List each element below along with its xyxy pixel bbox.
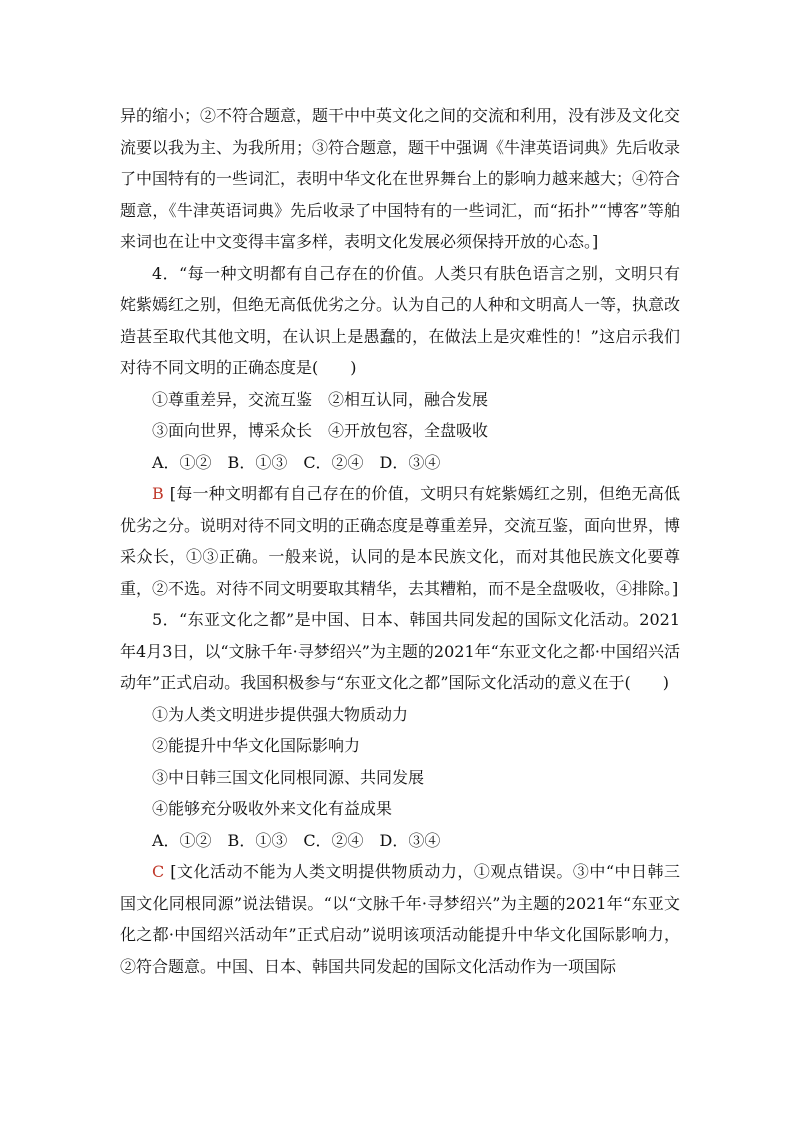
- question-5-solution: [120, 856, 680, 982]
- question-5-stem: 5．“东亚文化之都”是中国、日本、韩国共同发起的国际文化活动。2021年4月3日，以“文脉千年·寻梦绍兴”为主题的2021年“东亚文化之都·中国绍兴活动年”正式启动。我国积极参与“东亚文化之都”国际文化活动的意义在于( ): [120, 610, 680, 692]
- question-4-stem: 4．“每一种文明都有自己存在的价值。人类只有肤色语言之别，文明只有姹紫嫣红之别，但绝无高低优劣之分。认为自己的人种和文明高人一等，执意改造甚至取代其他文明，在认识上是愚蠢的，在做法上是灾难性的！”这启示我们对待不同文明的正确态度是( ): [120, 263, 681, 377]
- question-5-choices: A．①② B．①③ C．②④ D．③④: [152, 830, 441, 850]
- question-4-solution: [120, 478, 680, 604]
- question-4-choices: A．①② B．①③ C．②④ D．③④: [152, 452, 441, 472]
- question-5-option-3: ③中日韩三国文化同根同源、共同发展: [152, 767, 425, 787]
- question-4-answer: B: [152, 484, 164, 503]
- question-5-explanation: [文化活动不能为人类文明提供物质动力，①观点错误。③中“中日韩三国文化同根同源”说法错误。“以“文脉千年·寻梦绍兴”为主题的2021年“东亚文化之都·中国绍兴活动年”正式启动”说明该项活动能提升中华文化国际影响力，②符合题意。中国、日本、韩国共同发起的国际文化活动作为一项国际: [120, 862, 680, 976]
- question-5-option-4: ④能够充分吸收外来文化有益成果: [152, 799, 393, 818]
- question-5-option-1: ①为人类文明进步提供强大物质动力: [152, 704, 409, 724]
- document-page: [120, 100, 680, 982]
- question-5-answer: C: [152, 862, 165, 881]
- question-5-option-2: ②能提升中华文化国际影响力: [152, 736, 361, 755]
- question-4-explanation: [每一种文明都有自己存在的价值，文明只有姹紫嫣红之别，但绝无高低优劣之分。说明对待不同文明的正确态度是尊重差异，交流互鉴，面向世界，博采众长，①③正确。一般来说，认同的是本民族文化，而对其他民族文化要尊重，②不选。对待不同文明要取其精华，去其糟粕，而不是全盘吸收，④排除。]: [120, 484, 681, 598]
- question-4-options-line-1: ①尊重差异，交流互鉴 ②相互认同，融合发展: [152, 389, 489, 409]
- question-4-options-line-2: ③面向世界，博采众长 ④开放包容，全盘吸收: [152, 421, 489, 440]
- previous-explanation-continuation: 异的缩小；②不符合题意，题干中中英文化之间的交流和利用，没有涉及文化交流要以我为主、为我所用；③符合题意，题干中强调《牛津英语词典》先后收录了中国特有的一些词汇，表明中华文化在世界舞台上的影响力越来越大；④符合题意，《牛津英语词典》先后收录了中国特有的一些词汇，而“拓扑”“博客”等舶来词也在让中文变得丰富多样，表明文化发展必须保持开放的心态。]: [120, 106, 681, 251]
